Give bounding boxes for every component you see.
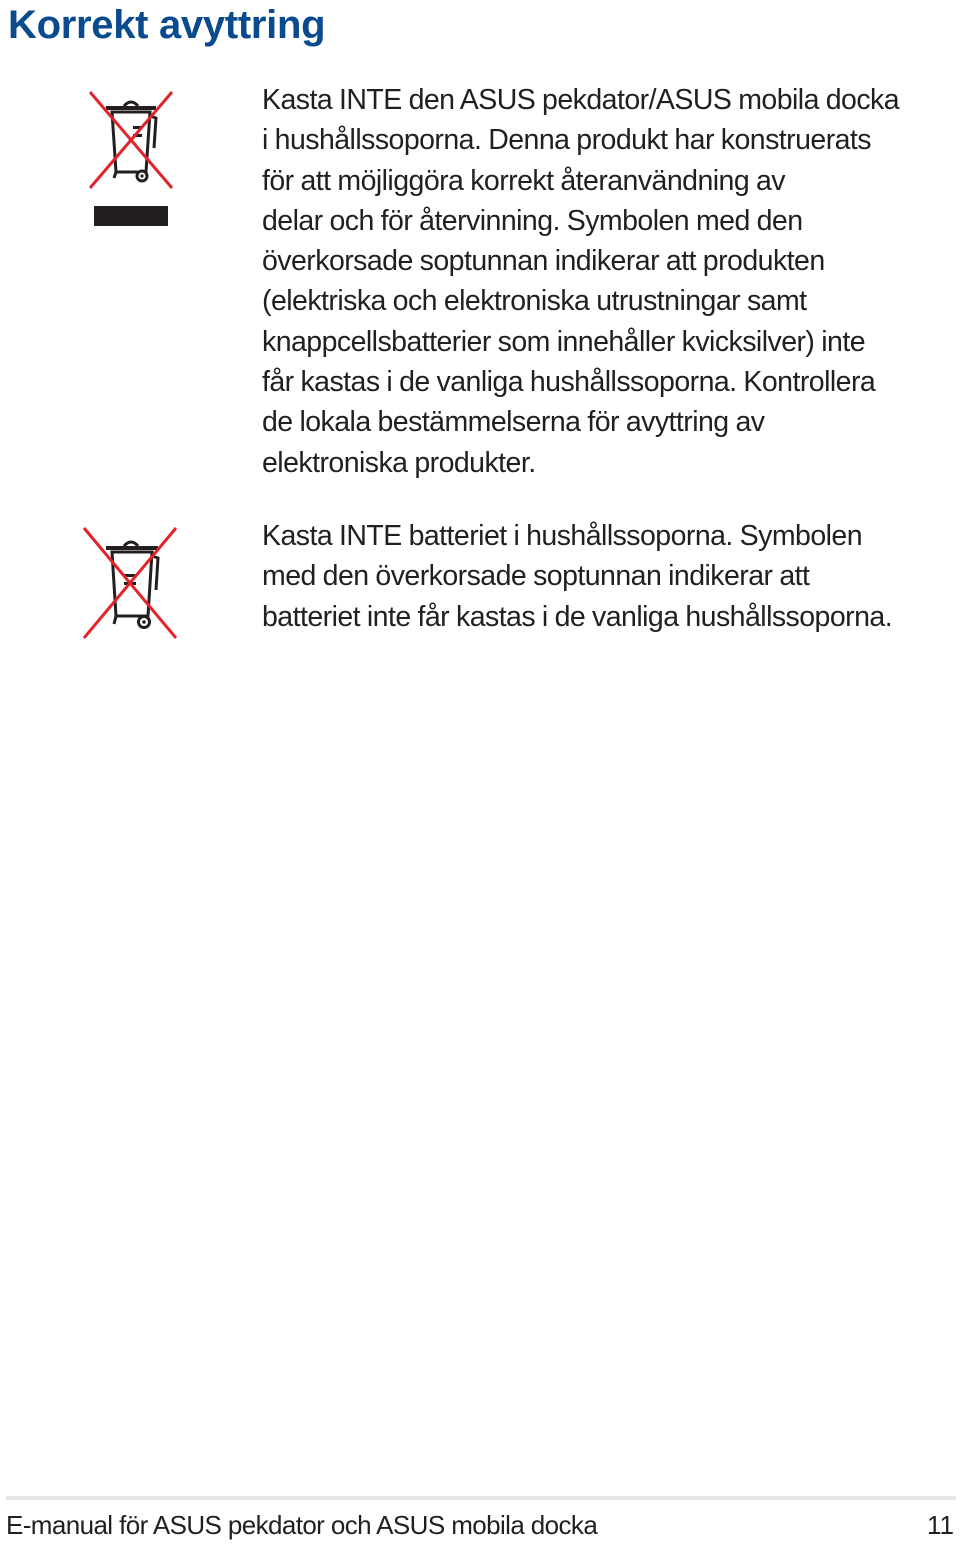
footer-title: E-manual för ASUS pekdator och ASUS mobila docka [6, 1510, 598, 1540]
text-line: batteriet inte får kastas i de vanliga hushållssoporna. [262, 600, 893, 633]
page-number: 11 [927, 1510, 954, 1540]
crossed-out-wheelie-bin-icon [80, 524, 180, 649]
text-line: Kasta INTE batteriet i hushållssoporna. Symbolen [262, 520, 863, 552]
text-line: får kastas i de vanliga hushållssoporna. Kontrollera [262, 366, 876, 399]
crossed-out-wheelie-bin-with-bar-icon [86, 88, 176, 239]
text-line: i hushållssoporna. Denna produkt har konstruerats [262, 124, 872, 157]
text-line: de lokala bestämmelserna för avyttring av [262, 406, 765, 439]
text-line: delar och för återvinning. Symbolen med den [262, 204, 803, 237]
text-line: med den överkorsade soptunnan indikerar att [262, 560, 810, 593]
text-line: elektroniska produkter. [262, 446, 536, 479]
text-line: överkorsade soptunnan indikerar att produkten [262, 245, 825, 278]
text-line: knappcellsbatterier som innehåller kvicksilver) inte [262, 325, 865, 358]
footer-divider [6, 1496, 956, 1500]
text-line: för att möjliggöra korrekt återanvändning av [262, 164, 786, 197]
disposal-text-product [262, 80, 954, 483]
disposal-text-battery [262, 516, 954, 637]
text-line: (elektriska och elektroniska utrustningar samt [262, 285, 807, 318]
page-title: Korrekt avyttring [8, 3, 326, 47]
text-line: Kasta INTE den ASUS pekdator/ASUS mobila docka [262, 84, 900, 116]
